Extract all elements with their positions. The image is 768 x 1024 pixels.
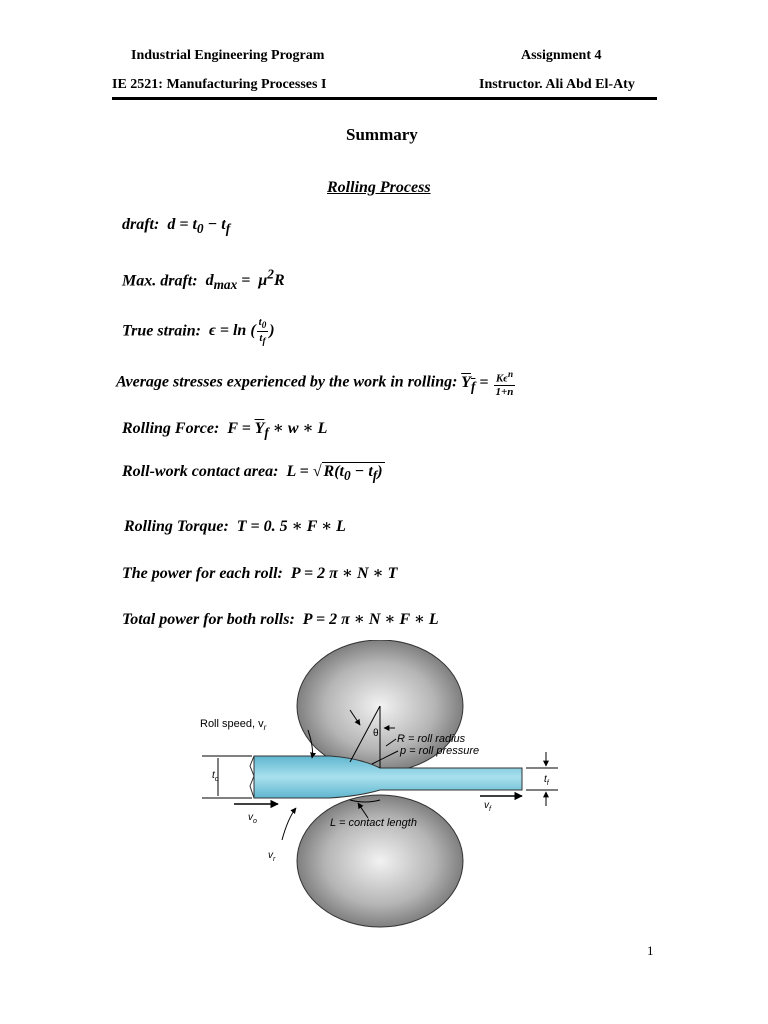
exit-velocity-label: v (484, 800, 489, 811)
svg-text:vf: $v_f$ (484, 800, 491, 813)
svg-text:vr: $v_r$ (268, 850, 276, 863)
entry-velocity-label: v (248, 812, 253, 823)
page-title: Summary (346, 125, 418, 144)
roll-pressure-label: p = roll pressure (400, 745, 480, 757)
equation-draft: draft: $d = t_0 - t_f$ (122, 216, 231, 237)
rolling-force-label: Rolling Force: (122, 420, 220, 437)
section-title: Rolling Process (327, 179, 431, 196)
svg-text:Roll speed, vr: Roll speed, $v_r$ (200, 718, 267, 732)
equation-contact-area: Roll-work contact area: L = √ $R(t_0 - t_f)$ (122, 463, 383, 484)
equation-rolling-torque: Rolling Torque: T = 0. 5 ∗ F ∗ L (124, 518, 346, 535)
max-draft-label: Max. draft: (122, 272, 198, 290)
lower-roll-speed-label: v (268, 850, 273, 861)
contact-area-label: Roll-work contact area: (122, 463, 279, 480)
equation-power-each-roll: The power for each roll: P = 2 π ∗ N ∗ T (122, 565, 398, 582)
lower-roll (297, 795, 463, 927)
equation-rolling-force: Rolling Force: $F = \overline{Y}_f$ ∗ w ∗ L (122, 420, 328, 441)
draft-label: draft: (122, 216, 160, 233)
page-number: 1 (647, 943, 654, 958)
rolling-torque-label: Rolling Torque: (124, 518, 229, 535)
program-name: Industrial Engineering Program (131, 48, 325, 63)
initial-thickness-label: t (212, 770, 215, 781)
header-rule (112, 97, 657, 100)
roll-radius-label: R = roll radius (397, 733, 466, 745)
svg-text:to: $t_o$ (212, 770, 219, 783)
roll-speed-label: Roll speed, v (200, 718, 264, 730)
equation-average-stress: Average stresses experienced by the work in rolling: $Y_f$ = $\frac{K\epsilon^n}{1+n}$ (116, 369, 514, 398)
theta-symbol: θ (373, 728, 379, 739)
contact-length-label: L = contact length (330, 817, 417, 829)
true-strain-label: True strain: (122, 322, 201, 340)
svg-text:tf: $t_f$ (544, 774, 549, 787)
total-power-label: Total power for both rolls: (122, 611, 295, 628)
equation-true-strain: True strain: ϵ = ln ( $\frac{t_0}{t_f}$ ) (122, 316, 275, 347)
power-each-roll-label: The power for each roll: (122, 565, 283, 582)
rolling-diagram (190, 640, 570, 930)
average-stress-label: Average stresses experienced by the work in rolling: (116, 373, 458, 391)
svg-text:vo: $v_o$ (248, 812, 257, 825)
equation-max-draft: Max. draft: $d_{max} = \mu^2R$ (122, 267, 285, 293)
assignment-label: Assignment 4 (521, 48, 602, 63)
course-name: IE 2521: Manufacturing Processes I (112, 77, 327, 92)
final-thickness-label: t (544, 774, 547, 785)
equation-total-power: Total power for both rolls: P = 2 π ∗ N ∗ F ∗ L (122, 611, 439, 628)
instructor-name: Instructor. Ali Abd El-Aty (479, 77, 635, 92)
